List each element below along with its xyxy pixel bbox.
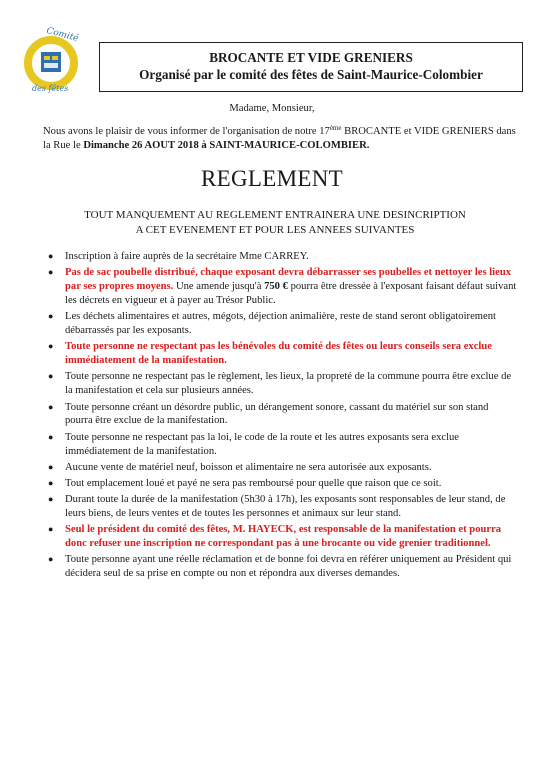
bullet-icon: ● [48, 371, 54, 382]
bullet-icon: ● [48, 341, 54, 352]
rule-text: Durant toute la durée de la manifestation (5h30 à 17h), les exposants sont responsables de leur stand, de leurs biens, de leurs ventes et de toutes les personnes et animaux sur leur stand. [65, 494, 506, 520]
rule-item [40, 523, 518, 551]
intro-text-1: Nous avons le plaisir de vous informer de l'organisation de notre 17 [43, 126, 330, 137]
rule-text: Toute personne ayant une réelle réclamation et de bonne foi devra en référer uniquement au Président qui décidera seul de sa prise en compte ou non et répondra aux diverses demandes. [65, 554, 512, 580]
rule-fine-amount: 750 € [264, 281, 288, 293]
rule-item [40, 461, 518, 475]
warning-notice [60, 208, 490, 237]
rule-text-emphasis: Toute personne ne respectant pas les bénévoles du comité des fêtes ou leurs conseils sera exclue immédiatement de la manifestation. [65, 341, 492, 367]
intro-text-2: BROCANTE et VIDE GRENIERS dans la Rue le [43, 126, 516, 151]
bullet-icon: ● [48, 554, 54, 565]
bullet-icon: ● [48, 477, 54, 488]
header-subtitle: Organisé par le comité des fêtes de Saint-Maurice-Colombier [139, 67, 483, 82]
rule-text: Tout emplacement loué et payé ne sera pas remboursé pour quelle que raison que ce soit. [65, 477, 442, 489]
logo-text-bottom: des fêtes [32, 84, 69, 93]
rule-text: Les déchets alimentaires et autres, mégots, déjection animalière, reste de stand seront obligatoirement débarrassés par les exposants. [65, 311, 496, 337]
rule-text: Toute personne créant un désordre public, un dérangement sonore, cassant du matériel sur son stand pourra être exclue de la manifestation. [65, 401, 489, 427]
intro-paragraph [43, 125, 523, 153]
comite-logo [22, 25, 80, 94]
rule-item [40, 340, 518, 368]
rule-item [40, 477, 518, 491]
rule-item [40, 266, 518, 308]
rule-item [40, 250, 518, 264]
bullet-icon: ● [48, 251, 54, 261]
intro-ordinal-suffix: ème [329, 124, 342, 132]
header-title: BROCANTE ET VIDE GRENIERS [209, 50, 413, 65]
rule-item [40, 431, 518, 459]
rule-item [40, 401, 518, 429]
rule-text-emphasis: Pas de sac poubelle distribué, chaque exposant devra débarrasser ses poubelles et nettoyer les lieux par ses propres moyens. [65, 267, 512, 293]
intro-date-location: Dimanche 26 AOUT 2018 à SAINT-MAURICE-COLOMBIER. [83, 140, 370, 151]
rule-text: Toute personne ne respectant pas la loi, le code de la route et les autres exposants sera exclue immédiatement de la manifestation. [65, 431, 460, 457]
logo-text-top: Comité [45, 25, 80, 45]
rules-list [40, 250, 518, 584]
page-title: REGLEMENT [201, 166, 343, 191]
rule-text-emphasis: Seul le président du comité des fêtes, M. HAYECK, est responsable de la manifestation et pourra donc refuser une inscription ne correspondant pas à une brocante ou vide grenier traditionnel. [65, 524, 502, 550]
rule-item [40, 553, 518, 581]
bullet-icon: ● [48, 401, 54, 412]
bullet-icon: ● [48, 494, 54, 505]
bullet-icon: ● [48, 267, 54, 278]
rule-text: Inscription à faire auprès de la secrétaire Mme CARREY. [65, 251, 309, 262]
bullet-icon: ● [48, 461, 54, 472]
rule-text: Toute personne ne respectant pas le règlement, les lieux, la propreté de la commune pourra être exclue de la manifestation et cela sur plusieurs années. [65, 371, 512, 397]
rule-text: Une amende jusqu'à [173, 281, 265, 293]
warning-line-2: A CET EVENEMENT ET POUR LES ANNEES SUIVANTES [135, 223, 415, 236]
bullet-icon: ● [48, 524, 54, 535]
salutation: Madame, Monsieur, [229, 103, 315, 114]
rule-item [40, 310, 518, 338]
rule-text: pourra être dressée à l'exposant faisant défaut suivant les décrets en vigueur et à payer au Trésor Public. [65, 281, 517, 307]
rule-text: Aucune vente de matériel neuf, boisson et alimentaire ne sera autorisée aux exposants. [65, 461, 432, 473]
rule-item [40, 493, 518, 521]
bullet-icon: ● [48, 311, 54, 322]
bullet-icon: ● [48, 431, 54, 442]
warning-line-1: TOUT MANQUEMENT AU REGLEMENT ENTRAINERA UNE DESINCRIPTION [84, 209, 466, 221]
header-box [99, 42, 523, 92]
rule-item [40, 370, 518, 398]
